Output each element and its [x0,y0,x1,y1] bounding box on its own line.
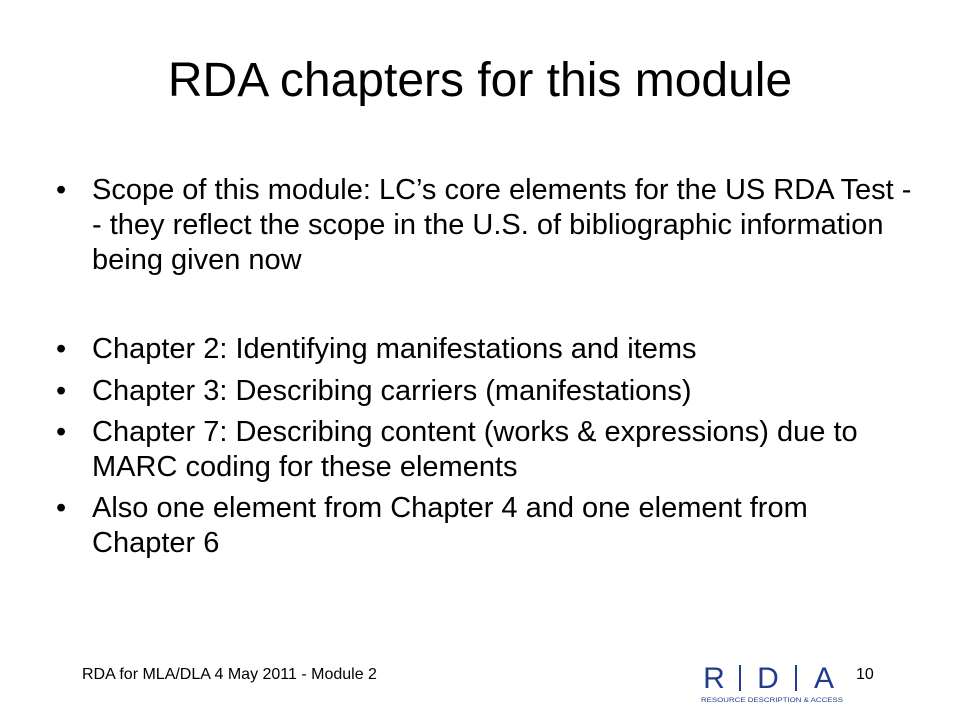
slide-title: RDA chapters for this module [167,54,793,107]
bullet-text: Also one element from Chapter 4 and one element from Chapter 6 [92,492,808,559]
bullet-icon: • [56,333,67,365]
bullet-list [56,173,916,561]
bullet-item-also [56,491,916,561]
logo-tagline: RESOURCE DESCRIPTION & ACCESS [701,698,843,704]
bullet-item-chapter-2 [56,332,916,367]
bullet-icon: • [56,492,67,524]
logo-letter-d: D [757,662,779,695]
rda-logo [700,656,845,706]
bullet-text: Scope of this module: LC’s core elements for the US RDA Test -- they reflect the scope in the U.S. of bibliographic information being given now [92,174,912,276]
bullet-item-chapter-7 [56,415,916,485]
bullet-icon: • [56,416,67,448]
bullet-icon: • [56,375,67,407]
bullet-text: Chapter 7: Describing content (works & expressions) due to MARC coding for these elements [92,416,858,483]
bullet-item-scope [56,173,916,278]
bullet-text: Chapter 3: Describing carriers (manifestations) [92,375,692,407]
bullet-item-chapter-3 [56,374,916,409]
logo-letter-a: A [813,662,835,695]
page-number: 10 [856,666,874,683]
bullet-icon: • [56,174,67,206]
bullet-text: Chapter 2: Identifying manifestations and items [92,333,697,365]
footer-text: RDA for MLA/DLA 4 May 2011 - Module 2 [82,666,377,683]
logo-letter-r: R [703,662,725,695]
